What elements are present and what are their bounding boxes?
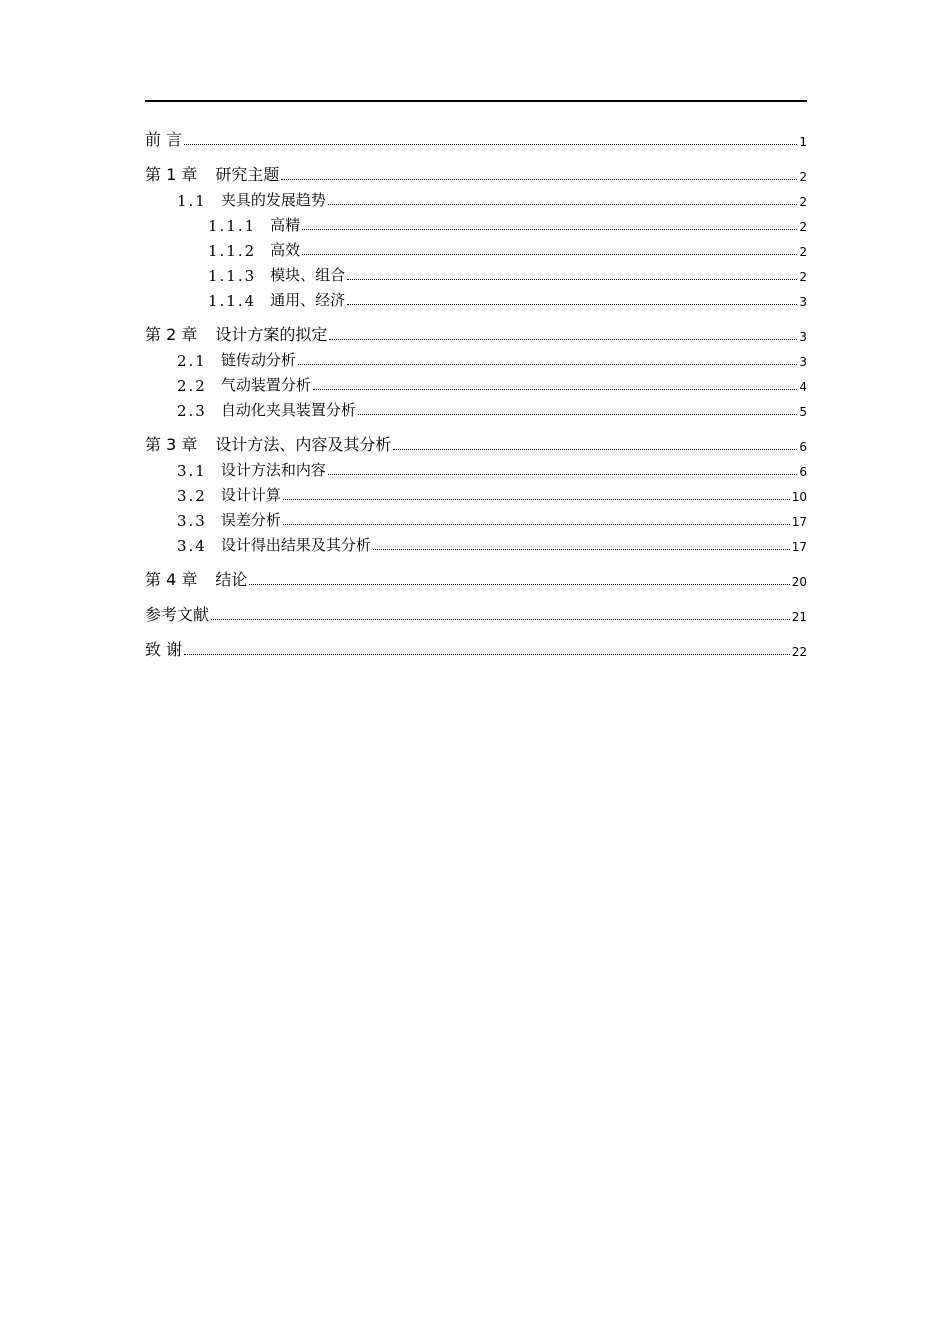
toc-entry-title: 链传动分析 bbox=[220, 351, 296, 369]
toc-page-number: 2 bbox=[799, 245, 807, 259]
toc-entry-title: 致 谢 bbox=[145, 640, 183, 659]
toc-page-number: 17 bbox=[791, 515, 807, 529]
toc-entry-title: 自动化夹具装置分析 bbox=[220, 401, 356, 419]
toc-entry[interactable] bbox=[145, 455, 807, 480]
toc-page-number: 3 bbox=[799, 355, 807, 369]
toc-entry-number: 2.2 bbox=[177, 377, 207, 395]
toc-dot-leader bbox=[281, 178, 797, 180]
toc-entry-number: 1.1.1 bbox=[208, 217, 257, 235]
toc-entry-number: 1.1 bbox=[177, 192, 207, 210]
toc-entry-title: 前 言 bbox=[145, 130, 183, 149]
toc-entry[interactable] bbox=[145, 260, 807, 285]
table-of-contents bbox=[145, 125, 807, 660]
toc-entry-title: 通用、经济 bbox=[270, 291, 346, 309]
toc-entry[interactable] bbox=[145, 285, 807, 310]
toc-entry-title: 设计得出结果及其分析 bbox=[220, 536, 371, 554]
toc-page-number: 2 bbox=[799, 170, 807, 184]
toc-entry[interactable] bbox=[145, 185, 807, 210]
toc-entry-title: 参考文献 bbox=[145, 605, 210, 624]
toc-entry-title: 高效 bbox=[270, 241, 301, 259]
toc-page-number: 6 bbox=[799, 465, 807, 479]
toc-entry-number: 第 3 章 bbox=[145, 435, 198, 454]
toc-dot-leader bbox=[283, 498, 790, 500]
toc-page-number: 2 bbox=[799, 270, 807, 284]
toc-dot-leader bbox=[347, 303, 797, 305]
toc-entry[interactable] bbox=[145, 395, 807, 420]
toc-entry-title: 结论 bbox=[215, 570, 248, 589]
toc-dot-leader bbox=[313, 388, 797, 390]
toc-entry-number: 第 2 章 bbox=[145, 325, 198, 344]
toc-entry-title: 设计方法、内容及其分析 bbox=[215, 435, 392, 454]
toc-entry-title: 高精 bbox=[270, 216, 301, 234]
toc-entry[interactable] bbox=[145, 600, 807, 625]
toc-entry-number: 第 4 章 bbox=[145, 570, 198, 589]
toc-page-number: 5 bbox=[799, 405, 807, 419]
toc-entry-number: 2.3 bbox=[177, 402, 207, 420]
toc-entry-title: 模块、组合 bbox=[270, 266, 346, 284]
toc-page-number: 21 bbox=[791, 610, 807, 624]
toc-entry-number: 3.4 bbox=[177, 537, 207, 555]
toc-dot-leader bbox=[298, 363, 797, 365]
toc-entry-title: 气动装置分析 bbox=[220, 376, 311, 394]
toc-dot-leader bbox=[184, 143, 797, 145]
toc-entry[interactable] bbox=[145, 530, 807, 555]
toc-dot-leader bbox=[184, 653, 790, 655]
toc-page-number: 1 bbox=[799, 135, 807, 149]
toc-dot-leader bbox=[302, 228, 797, 230]
toc-dot-leader bbox=[283, 523, 790, 525]
toc-dot-leader bbox=[328, 473, 797, 475]
toc-dot-leader bbox=[329, 338, 797, 340]
toc-dot-leader bbox=[249, 583, 789, 585]
toc-entry[interactable] bbox=[145, 320, 807, 345]
toc-dot-leader bbox=[302, 253, 797, 255]
toc-page-number: 10 bbox=[791, 490, 807, 504]
toc-entry[interactable] bbox=[145, 565, 807, 590]
toc-page-number: 20 bbox=[791, 575, 807, 589]
toc-page-number: 17 bbox=[791, 540, 807, 554]
toc-entry-title: 设计计算 bbox=[220, 486, 281, 504]
toc-page-number: 4 bbox=[799, 380, 807, 394]
toc-entry[interactable] bbox=[145, 160, 807, 185]
toc-entry-title: 误差分析 bbox=[220, 511, 281, 529]
toc-entry[interactable] bbox=[145, 125, 807, 150]
toc-entry-title: 夹具的发展趋势 bbox=[220, 191, 326, 209]
toc-page-number: 22 bbox=[791, 645, 807, 659]
toc-entry[interactable] bbox=[145, 370, 807, 395]
toc-entry-number: 1.1.2 bbox=[208, 242, 257, 260]
toc-dot-leader bbox=[393, 448, 797, 450]
toc-dot-leader bbox=[358, 413, 797, 415]
toc-entry-number: 3.1 bbox=[177, 462, 207, 480]
toc-entry[interactable] bbox=[145, 635, 807, 660]
toc-entry-number: 3.3 bbox=[177, 512, 207, 530]
toc-entry-title: 设计方法和内容 bbox=[220, 461, 326, 479]
toc-entry-number: 1.1.3 bbox=[208, 267, 257, 285]
toc-entry-number: 第 1 章 bbox=[145, 165, 198, 184]
toc-entry[interactable] bbox=[145, 480, 807, 505]
toc-dot-leader bbox=[328, 203, 797, 205]
toc-entry[interactable] bbox=[145, 235, 807, 260]
toc-dot-leader bbox=[373, 548, 790, 550]
toc-dot-leader bbox=[211, 618, 790, 620]
toc-entry[interactable] bbox=[145, 505, 807, 530]
toc-page-number: 2 bbox=[799, 220, 807, 234]
toc-entry-number: 2.1 bbox=[177, 352, 207, 370]
toc-entry-number: 3.2 bbox=[177, 487, 207, 505]
toc-entry-number: 1.1.4 bbox=[208, 292, 257, 310]
toc-entry-title: 设计方案的拟定 bbox=[215, 325, 328, 344]
toc-entry[interactable] bbox=[145, 210, 807, 235]
toc-dot-leader bbox=[347, 278, 797, 280]
toc-entry[interactable] bbox=[145, 345, 807, 370]
toc-entry[interactable] bbox=[145, 430, 807, 455]
toc-page-number: 6 bbox=[799, 440, 807, 454]
toc-page-number: 3 bbox=[799, 330, 807, 344]
toc-page-number: 3 bbox=[799, 295, 807, 309]
toc-entry-title: 研究主题 bbox=[215, 165, 280, 184]
toc-page-number: 2 bbox=[799, 195, 807, 209]
header-rule bbox=[145, 100, 807, 102]
